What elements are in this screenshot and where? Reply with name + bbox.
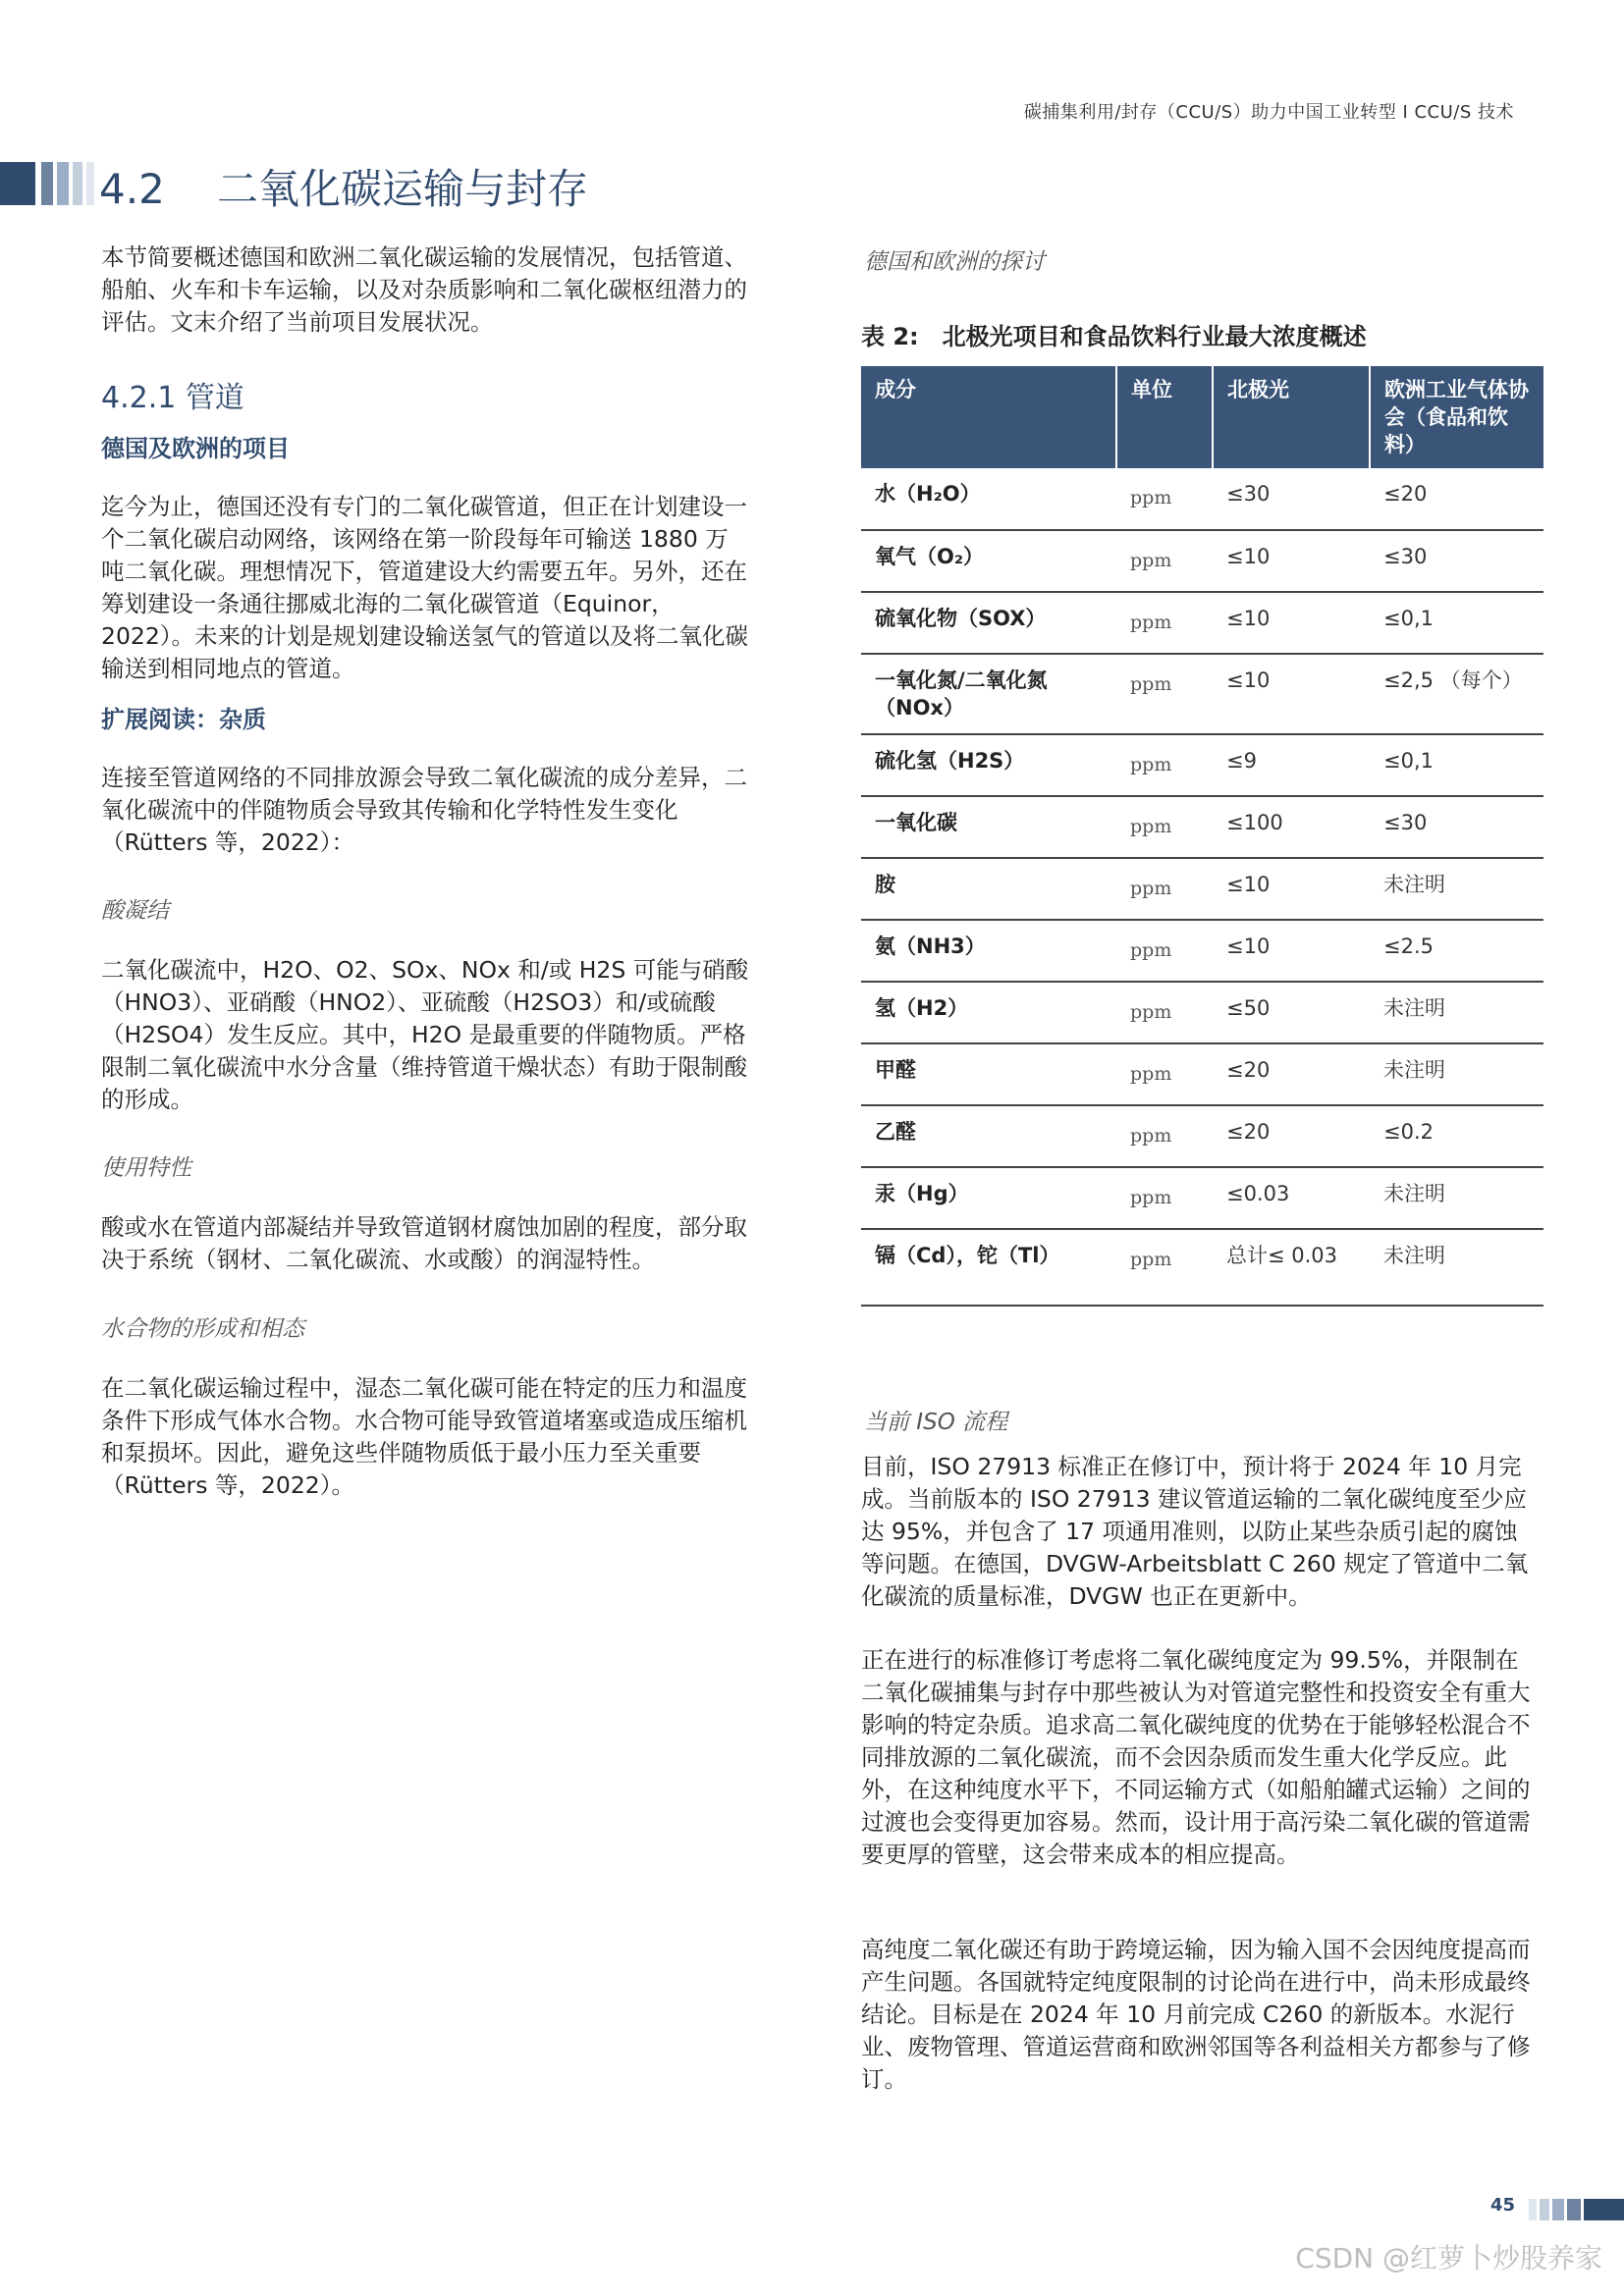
subsection-heading	[101, 373, 244, 416]
table-row	[861, 1105, 1543, 1167]
cell-eiga: ≤0,1	[1370, 592, 1543, 654]
cell-component: 一氧化氮/二氧化氮（NOx）	[861, 654, 1116, 734]
cell-component: 甲醛	[861, 1043, 1116, 1105]
decorative-bar-top	[0, 162, 94, 205]
cell-unit: ppm	[1116, 1229, 1213, 1306]
cell-northern-lights: 总计≤ 0.03	[1213, 1229, 1370, 1306]
cell-northern-lights: ≤10	[1213, 654, 1370, 734]
cell-northern-lights: ≤20	[1213, 1105, 1370, 1167]
reading-heading: 扩展阅读：杂质	[101, 706, 266, 733]
cell-eiga: ≤2,5 （每个）	[1370, 654, 1543, 734]
cell-eiga: ≤0.2	[1370, 1105, 1543, 1167]
concentration-table	[861, 366, 1543, 1307]
table-row	[861, 858, 1543, 920]
cell-northern-lights: ≤20	[1213, 1043, 1370, 1105]
table-row	[861, 530, 1543, 592]
cell-eiga: ≤30	[1370, 530, 1543, 592]
cell-unit: ppm	[1116, 920, 1213, 982]
acid-paragraph: 二氧化碳流中，H2O、O2、SOx、NOx 和/或 H2S 可能与硝酸（HNO3）、亚硝酸（HNO2）、亚硫酸（H2SO3）和/或硫酸（H2SO4）发生反应。其中，H2O 是最重要的伴随物质。严格限制二氧化碳流中水分含量（维持管道干燥状态）有助于限制酸的形成。	[101, 956, 749, 1113]
cell-northern-lights: ≤10	[1213, 592, 1370, 654]
cell-unit: ppm	[1116, 1105, 1213, 1167]
cell-component: 镉（Cd），铊（Tl）	[861, 1229, 1116, 1306]
cell-unit: ppm	[1116, 858, 1213, 920]
table-row	[861, 796, 1543, 858]
table-row	[861, 734, 1543, 796]
cross-border-paragraph: 高纯度二氧化碳还有助于跨境运输，因为输入国不会因纯度提高而产生问题。各国就特定纯度限制的讨论尚在进行中，尚未形成最终结论。目标是在 2024 年 10 月前完成 C260 的新版本。水泥行业、废物管理、管道运营商和欧洲邻国等各利益相关方都参与了修订。	[861, 1936, 1531, 2093]
header-component: 成分	[861, 366, 1116, 468]
use-heading: 使用特性	[101, 1155, 191, 1181]
cell-component: 一氧化碳	[861, 796, 1116, 858]
cell-northern-lights: ≤100	[1213, 796, 1370, 858]
cell-northern-lights: ≤10	[1213, 530, 1370, 592]
cell-northern-lights: ≤50	[1213, 982, 1370, 1043]
page-number: 45	[1490, 2195, 1516, 2216]
table-row	[861, 654, 1543, 734]
table-row	[861, 920, 1543, 982]
cell-unit: ppm	[1116, 1167, 1213, 1229]
cell-unit: ppm	[1116, 796, 1213, 858]
iso-paragraph: 目前，ISO 27913 标准正在修订中，预计将于 2024 年 10 月完成。当前版本的 ISO 27913 建议管道运输的二氧化碳纯度至少应达 95%，并包含了 17 项通用准则，以防止某些杂质引起的腐蚀等问题。在德国，DVGW-Arbeitsblatt C 260 规定了管道中二氧化碳流的质量标准，DVGW 也正在更新中。	[861, 1453, 1529, 1610]
cell-unit: ppm	[1116, 530, 1213, 592]
section-number: 4.2	[99, 165, 165, 213]
cell-component: 氢（H2）	[861, 982, 1116, 1043]
subsection-number: 4.2.1	[101, 381, 177, 415]
cell-component: 胺	[861, 858, 1116, 920]
cell-component: 汞（Hg）	[861, 1167, 1116, 1229]
cell-northern-lights: ≤0.03	[1213, 1167, 1370, 1229]
subsection-title: 管道	[185, 381, 244, 415]
acid-heading: 酸凝结	[101, 898, 169, 924]
table-row	[861, 468, 1543, 530]
table-row	[861, 1229, 1543, 1306]
watermark: CSDN @红萝卜炒股养家	[1295, 2242, 1602, 2274]
header-eiga: 欧洲工业气体协会（食品和饮料）	[1370, 366, 1543, 468]
reading-paragraph: 连接至管道网络的不同排放源会导致二氧化碳流的成分差异，二氧化碳流中的伴随物质会导致其传输和化学特性发生变化（Rütters 等，2022）：	[101, 764, 747, 856]
header-northern-lights: 北极光	[1213, 366, 1370, 468]
cell-component: 乙醛	[861, 1105, 1116, 1167]
cell-unit: ppm	[1116, 1043, 1213, 1105]
cell-eiga: 未注明	[1370, 1229, 1543, 1306]
projects-heading: 德国及欧洲的项目	[101, 435, 290, 462]
hydrate-paragraph: 在二氧化碳运输过程中，湿态二氧化碳可能在特定的压力和温度条件下形成气体水合物。水合物可能导致管道堵塞或造成压缩机和泵损坏。因此，避免这些伴随物质低于最小压力至关重要（Rütters 等，2022）。	[101, 1374, 747, 1499]
iso-heading: 当前 ISO 流程	[864, 1410, 1008, 1435]
table-row	[861, 1043, 1543, 1105]
table-row	[861, 982, 1543, 1043]
cell-eiga: ≤20	[1370, 468, 1543, 530]
cell-unit: ppm	[1116, 654, 1213, 734]
decorative-bar-bottom	[1529, 2199, 1624, 2220]
cell-component: 硫氧化物（SOX）	[861, 592, 1116, 654]
purity-paragraph: 正在进行的标准修订考虑将二氧化碳纯度定为 99.5%，并限制在二氧化碳捕集与封存中那些被认为对管道完整性和投资安全有重大影响的特定杂质。追求高二氧化碳纯度的优势在于能够轻松混合不同排放源的二氧化碳流，而不会因杂质而发生重大化学反应。此外，在这种纯度水平下，不同运输方式（如船舶罐式运输）之间的过渡也会变得更加容易。然而，设计用于高污染二氧化碳的管道需要更厚的管壁，这会带来成本的相应提高。	[861, 1646, 1531, 1868]
cell-northern-lights: ≤10	[1213, 920, 1370, 982]
section-title	[99, 157, 588, 216]
cell-eiga: ≤2.5	[1370, 920, 1543, 982]
cell-eiga: ≤30	[1370, 796, 1543, 858]
cell-unit: ppm	[1116, 592, 1213, 654]
cell-northern-lights: ≤10	[1213, 858, 1370, 920]
cell-northern-lights: ≤30	[1213, 468, 1370, 530]
cell-eiga: 未注明	[1370, 1043, 1543, 1105]
cell-component: 氨（NH3）	[861, 920, 1116, 982]
cell-component: 氧气（O₂）	[861, 530, 1116, 592]
table-caption: 表 2: 北极光项目和食品饮料行业最大浓度概述	[861, 323, 1367, 350]
projects-paragraph: 迄今为止，德国还没有专门的二氧化碳管道，但正在计划建设一个二氧化碳启动网络，该网络在第一阶段每年可输送 1880 万吨二氧化碳。理想情况下，管道建设大约需要五年。另外，还在筹划建设一条通往挪威北海的二氧化碳管道（Equinor，2022）。未来的计划是规划建设输送氢气的管道以及将二氧化碳输送到相同地点的管道。	[101, 493, 749, 682]
table-row	[861, 1167, 1543, 1229]
cell-eiga: 未注明	[1370, 858, 1543, 920]
intro-paragraph: 本节简要概述德国和欧洲二氧化碳运输的发展情况，包括管道、船舶、火车和卡车运输，以及对杂质影响和二氧化碳枢纽潜力的评估。文末介绍了当前项目发展状况。	[101, 243, 747, 336]
use-paragraph: 酸或水在管道内部凝结并导致管道钢材腐蚀加剧的程度，部分取决于系统（钢材、二氧化碳流、水或酸）的润湿特性。	[101, 1213, 747, 1273]
discussion-heading: 德国和欧洲的探讨	[864, 249, 1045, 275]
section-title-text: 二氧化碳运输与封存	[217, 165, 589, 213]
cell-eiga: 未注明	[1370, 982, 1543, 1043]
running-header: 碳捕集利用/封存（CCU/S）助力中国工业转型 I CCU/S 技术	[1023, 102, 1514, 123]
hydrate-heading: 水合物的形成和相态	[101, 1316, 304, 1342]
cell-eiga: ≤0,1	[1370, 734, 1543, 796]
table-row	[861, 592, 1543, 654]
cell-component: 硫化氢（H2S）	[861, 734, 1116, 796]
cell-eiga: 未注明	[1370, 1167, 1543, 1229]
cell-northern-lights: ≤9	[1213, 734, 1370, 796]
cell-unit: ppm	[1116, 982, 1213, 1043]
cell-unit: ppm	[1116, 468, 1213, 530]
table-header-row	[861, 366, 1543, 468]
header-unit: 单位	[1116, 366, 1213, 468]
cell-component: 水（H₂O）	[861, 468, 1116, 530]
cell-unit: ppm	[1116, 734, 1213, 796]
